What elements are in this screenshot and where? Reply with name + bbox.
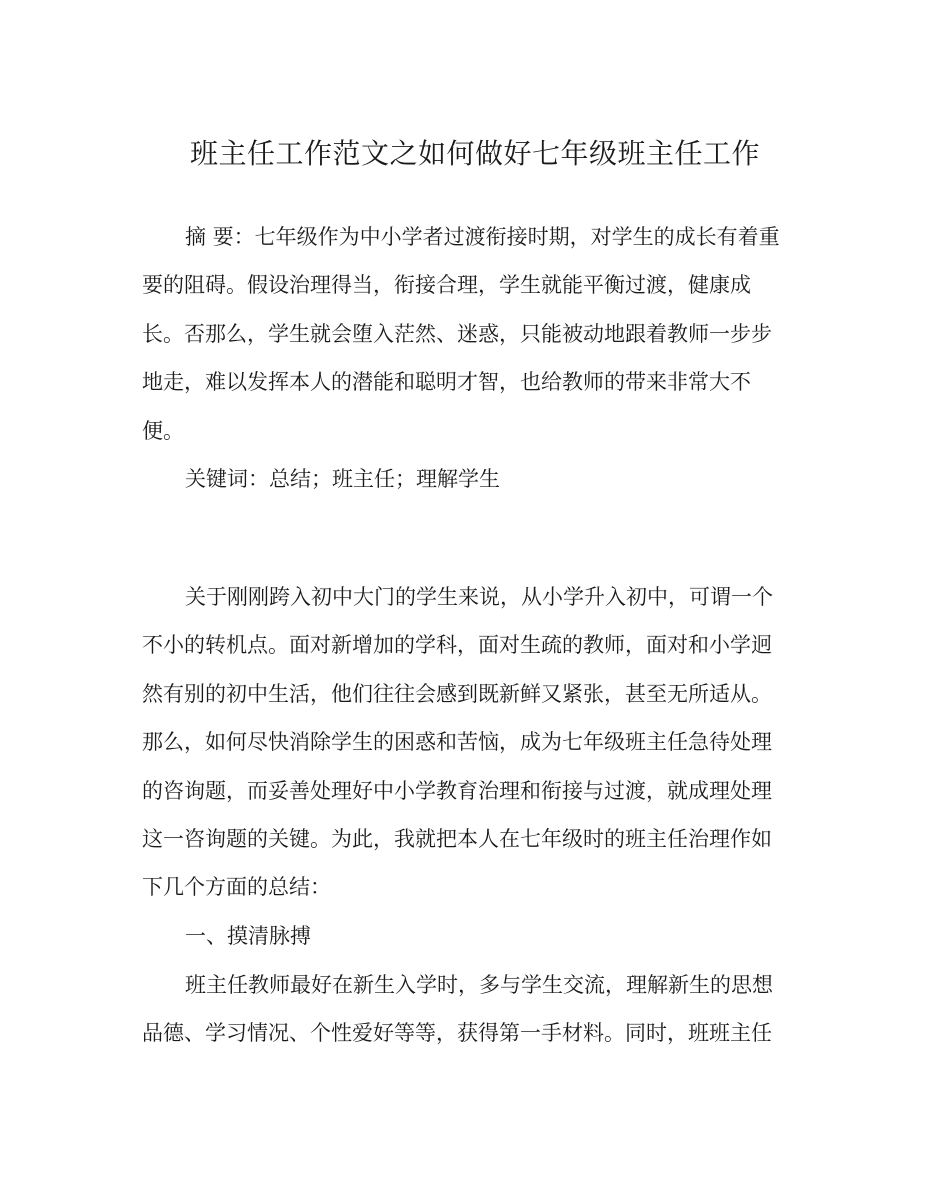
intro-paragraph [142,573,808,912]
intro-line: 的咨询题，而妥善处理好中小学教育治理和衔接与过渡，就成理处理 [142,778,772,803]
keywords-line: 关键词：总结；班主任；理解学生 [185,467,500,491]
intro-line: 关于刚刚跨入初中大门的学生来说，从小学升入初中，可谓一个 [185,585,773,609]
intro-line: 那么，如何尽快消除学生的困惑和苦恼，成为七年级班主任急待处理 [142,730,772,755]
abstract-paragraph [142,213,808,455]
section-one-line: 班主任教师最好在新生入学时，多与学生交流，理解新生的思想 [185,973,773,997]
abstract-line: 要的阻碍。假设治理得当，衔接合理，学生就能平衡过渡，健康成 [142,273,751,298]
keywords-paragraph [142,455,808,503]
section-one-line: 品德、学习情况、个性爱好等等，获得第一手材料。同时，班班主任 [142,1021,772,1046]
abstract-line: 便。 [142,418,184,443]
section-one-paragraph [142,961,808,1058]
intro-line: 下几个方面的总结： [142,875,331,900]
abstract-line: 地走，难以发挥本人的潜能和聪明才智，也给教师的带来非常大不 [142,370,751,395]
intro-line: 然有别的初中生活，他们往往会感到既新鲜又紧张，甚至无所适从。 [142,681,772,706]
intro-line: 这一咨询题的关键。为此，我就把本人在七年级时的班主任治理作如 [142,827,772,852]
abstract-line: 摘 要：七年级作为中小学者过渡衔接时期，对学生的成长有着重 [185,225,780,249]
intro-line: 不小的转机点。面对新增加的学科，面对生疏的教师，面对和小学迥 [142,633,772,658]
abstract-line: 长。否那么，学生就会堕入茫然、迷惑，只能被动地跟着教师一步步 [142,321,772,346]
document-title: 班主任工作范文之如何做好七年级班主任工作 [189,137,760,170]
section-heading-line: 一、摸清脉搏 [185,924,311,948]
section-one-heading [142,912,808,960]
